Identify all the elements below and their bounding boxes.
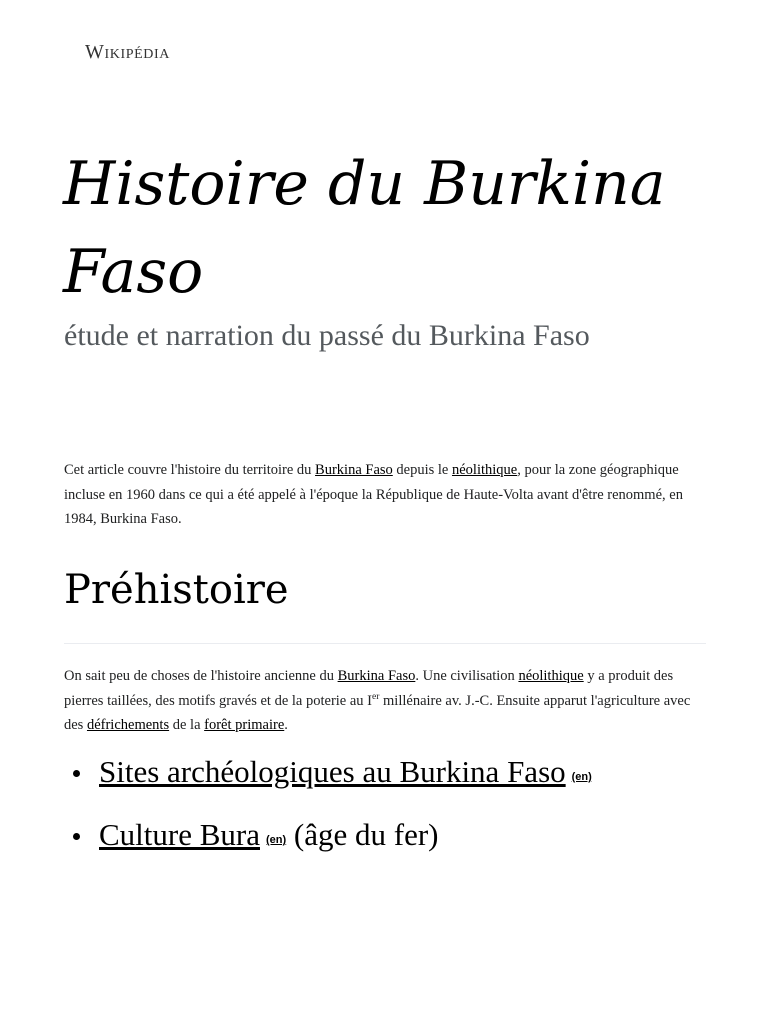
list-item xyxy=(64,811,744,859)
prehist-text-5: de la xyxy=(169,717,205,733)
related-links-list xyxy=(64,748,744,874)
prehistoire-paragraph xyxy=(64,664,706,738)
list-item xyxy=(64,748,744,796)
link-foret-primaire[interactable]: forêt primaire xyxy=(204,717,285,733)
intro-text-1: Cet article couvre l'histoire du territoire du xyxy=(64,462,316,478)
link-culture-bura[interactable]: Culture Bura xyxy=(99,817,260,852)
intro-paragraph xyxy=(64,458,706,532)
prehist-text-3: y a produit des pierres taillées, des motifs gravés et de la poterie au I xyxy=(64,668,674,709)
bullet-icon xyxy=(73,833,80,840)
page-title: Histoire du Burkina Faso xyxy=(63,149,666,307)
link-neolithique[interactable]: néolithique xyxy=(451,462,518,478)
section-divider xyxy=(64,643,706,644)
link-burkina-faso-2[interactable]: Burkina Faso xyxy=(337,668,416,684)
prehist-text-1: On sait peu de choses de l'histoire ancienne du xyxy=(64,668,338,684)
intro-text-2: depuis le xyxy=(392,462,452,478)
link-sites-archeologiques[interactable]: Sites archéologiques au Burkina Faso xyxy=(99,754,566,789)
link-neolithique-2[interactable]: néolithique xyxy=(518,668,584,684)
lang-link-en[interactable]: (en) xyxy=(571,771,592,783)
list-item-suffix: (âge du fer) xyxy=(286,817,439,852)
section-heading-prehistoire: Préhistoire xyxy=(64,567,289,613)
lang-link-en[interactable]: (en) xyxy=(266,834,287,846)
ordinal-superscript: er xyxy=(372,691,380,702)
link-burkina-faso[interactable]: Burkina Faso xyxy=(315,462,393,478)
prehist-text-4: millénaire av. J.-C. Ensuite apparut l'agriculture avec des xyxy=(64,692,691,733)
site-logo[interactable]: Wikipédia xyxy=(85,41,170,63)
intro-text-3: , pour la zone géographique incluse en 1960 dans ce qui a été appelé à l'époque la République de Haute-Volta avant d'être renommé, en 1984, Burkina Faso. xyxy=(64,462,683,527)
prehist-text-2: . Une civilisation xyxy=(415,668,519,684)
page-subtitle: étude et narration du passé du Burkina Faso xyxy=(64,319,590,352)
prehist-text-6: . xyxy=(284,717,288,733)
bullet-icon xyxy=(73,770,80,777)
link-defrichements[interactable]: défrichements xyxy=(86,717,170,733)
